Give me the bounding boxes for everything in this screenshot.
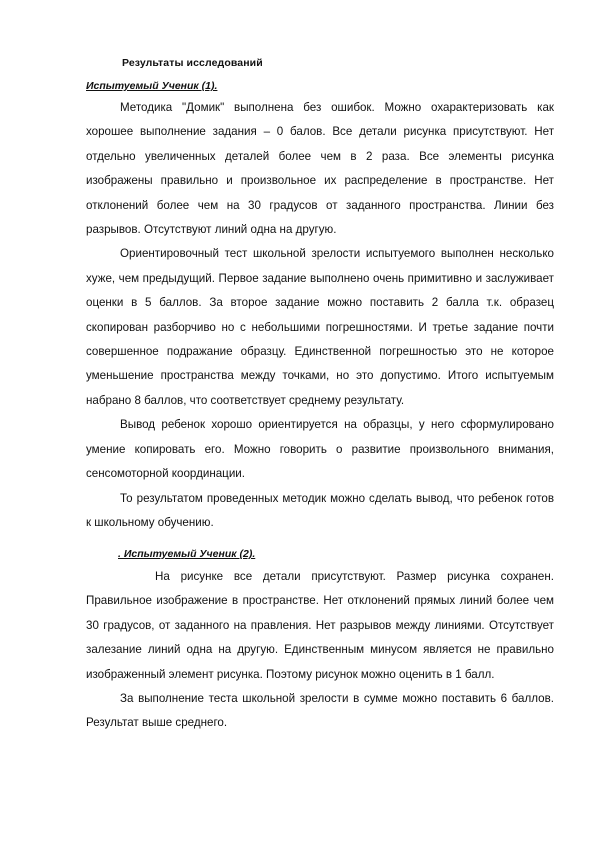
section-1-title: Испытуемый Ученик (1). <box>86 80 218 92</box>
section-2-title: . Испытуемый Ученик (2). <box>118 548 256 560</box>
section-1-body <box>86 96 554 535</box>
section-1-paragraph-4: То результатом проведенных методик можно сделать вывод, что ребенок готов к школьному обучению. <box>86 491 554 529</box>
section-1-paragraph-2: Ориентировочный тест школьной зрелости испытуемого выполнен несколько хуже, чем предыдущий. Первое задание выполнено очень примитивно и заслуживает оценки в 5 баллов. За второе задание можно поставить 2 балла т.к. образец скопирован разборчиво но с небольшими погрешностями. И третье задание почти совершенное подражание образцу. Единственной погрешностью это не которое уменьшение пространства между точками, но это допустимо. Итого испытуемым набрано 8 баллов, что соответствует среднему результату. <box>86 247 554 407</box>
section-2-paragraph-1: На рисунке все детали присутствуют. Размер рисунка сохранен. Правильное изображение в пространстве. Нет отклонений прямых линий более чем 30 градусов, от заданного на правления. Нет разрывов между линиями. Отсутствует залезание линий одна на другую. Единственным минусом является не правильно изображенный элемент рисунка. Поэтому рисунок можно оценить в 1 балл. <box>86 570 554 681</box>
page-title: Результаты исследований <box>122 57 263 69</box>
section-1-paragraph-3: Вывод ребенок хорошо ориентируется на образцы, у него сформулировано умение копировать его. Можно говорить о развитие произвольного внимания, сенсомоторной координации. <box>86 418 554 481</box>
section-2-paragraph-2: За выполнение теста школьной зрелости в сумме можно поставить 6 баллов. Результат выше среднего. <box>86 692 554 730</box>
section-1-paragraph-1: Методика "Домик" выполнена без ошибок. Можно охарактеризовать как хорошее выполнение задания – 0 балов. Все детали рисунка присутствуют. Нет отдельно увеличенных деталей более чем в 2 раза. Все элементы рисунка изображены правильно и произвольное их распределение в пространстве. Нет отклонений более чем на 30 градусов от заданного пространства. Линии без разрывов. Отсутствуют линий одна на другую. <box>86 101 554 237</box>
section-2-body <box>86 565 554 736</box>
